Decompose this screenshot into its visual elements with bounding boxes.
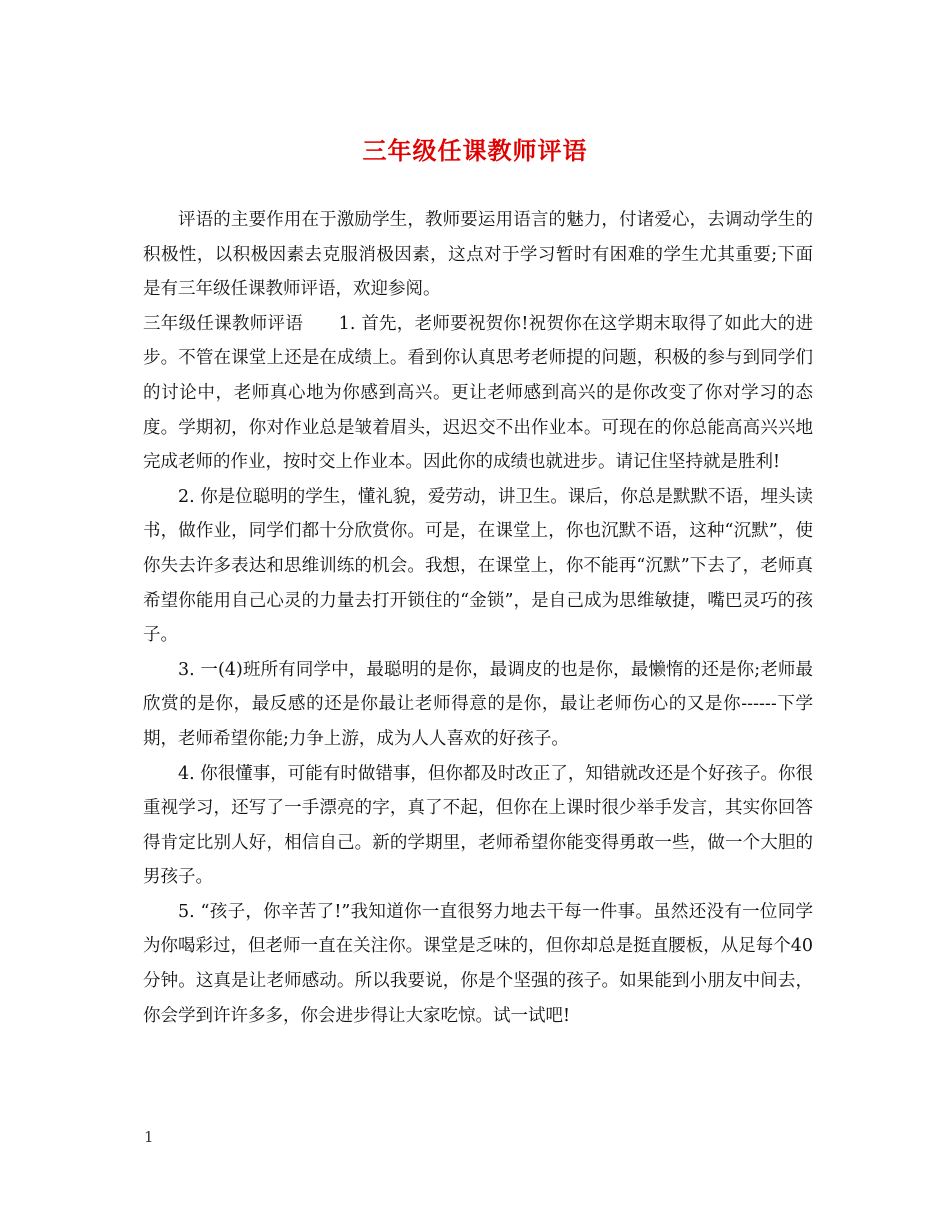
document-title: 三年级任课教师评语 xyxy=(362,136,588,165)
document-body xyxy=(143,203,813,1033)
heading-paragraph: 三年级任课教师评语 1. 首先，老师要祝贺你!祝贺你在这学期末取得了如此大的进步。不管在课堂上还是在成绩上。看到你认真思考老师提的问题，积极的参与到同学们的讨论中，老师真心地为你感到高兴。更让老师感到高兴的是你改变了你对学习的态度。学期初，你对作业总是皱着眉头，迟迟交不出作业本。可现在的你总能高高兴兴地完成老师的作业，按时交上作业本。因此你的成绩也就进步。请记住坚持就是胜利! xyxy=(143,313,813,473)
page-number: 1 xyxy=(144,1128,154,1146)
comment-paragraph-4: 4. 你很懂事，可能有时做错事，但你都及时改正了，知错就改还是个好孩子。你很重视学习，还写了一手漂亮的字，真了不起，但你在上课时很少举手发言，其实你回答得肯定比别人好，相信自己。新的学期里，老师希望你能变得勇敢一些，做一个大胆的男孩子。 xyxy=(143,763,813,888)
intro-paragraph: 评语的主要作用在于激励学生，教师要运用语言的魅力，付诸爱心，去调动学生的积极性，以积极因素去克服消极因素，这点对于学习暂时有困难的学生尤其重要;下面是有三年级任课教师评语，欢迎参阅。 xyxy=(143,210,813,300)
comment-paragraph-2: 2. 你是位聪明的学生，懂礼貌，爱劳动，讲卫生。课后，你总是默默不语，埋头读书，做作业，同学们都十分欣赏你。可是，在课堂上，你也沉默不语，这种“沉默”，使你失去许多表达和思维训练的机会。我想，在课堂上，你不能再“沉默”下去了，老师真希望你能用自己心灵的力量去打开锁住的“金锁”，是自己成为思维敏捷，嘴巴灵巧的孩子。 xyxy=(143,486,813,646)
comment-paragraph-3: 3. 一(4)班所有同学中，最聪明的是你，最调皮的也是你，最懒惰的还是你;老师最欣赏的是你，最反感的还是你最让老师得意的是你，最让老师伤心的又是你------下学期，老师希望你能;力争上游，成为人人喜欢的好孩子。 xyxy=(143,659,813,749)
comment-paragraph-5: 5. “孩子，你辛苦了!”我知道你一直很努力地去干每一件事。虽然还没有一位同学为你喝彩过，但老师一直在关注你。课堂是乏味的，但你却总是挺直腰板，从足每个40分钟。这真是让老师感动。所以我要说，你是个坚强的孩子。如果能到小朋友中间去，你会学到许许多多，你会进步得让大家吃惊。试一试吧! xyxy=(143,901,813,1026)
